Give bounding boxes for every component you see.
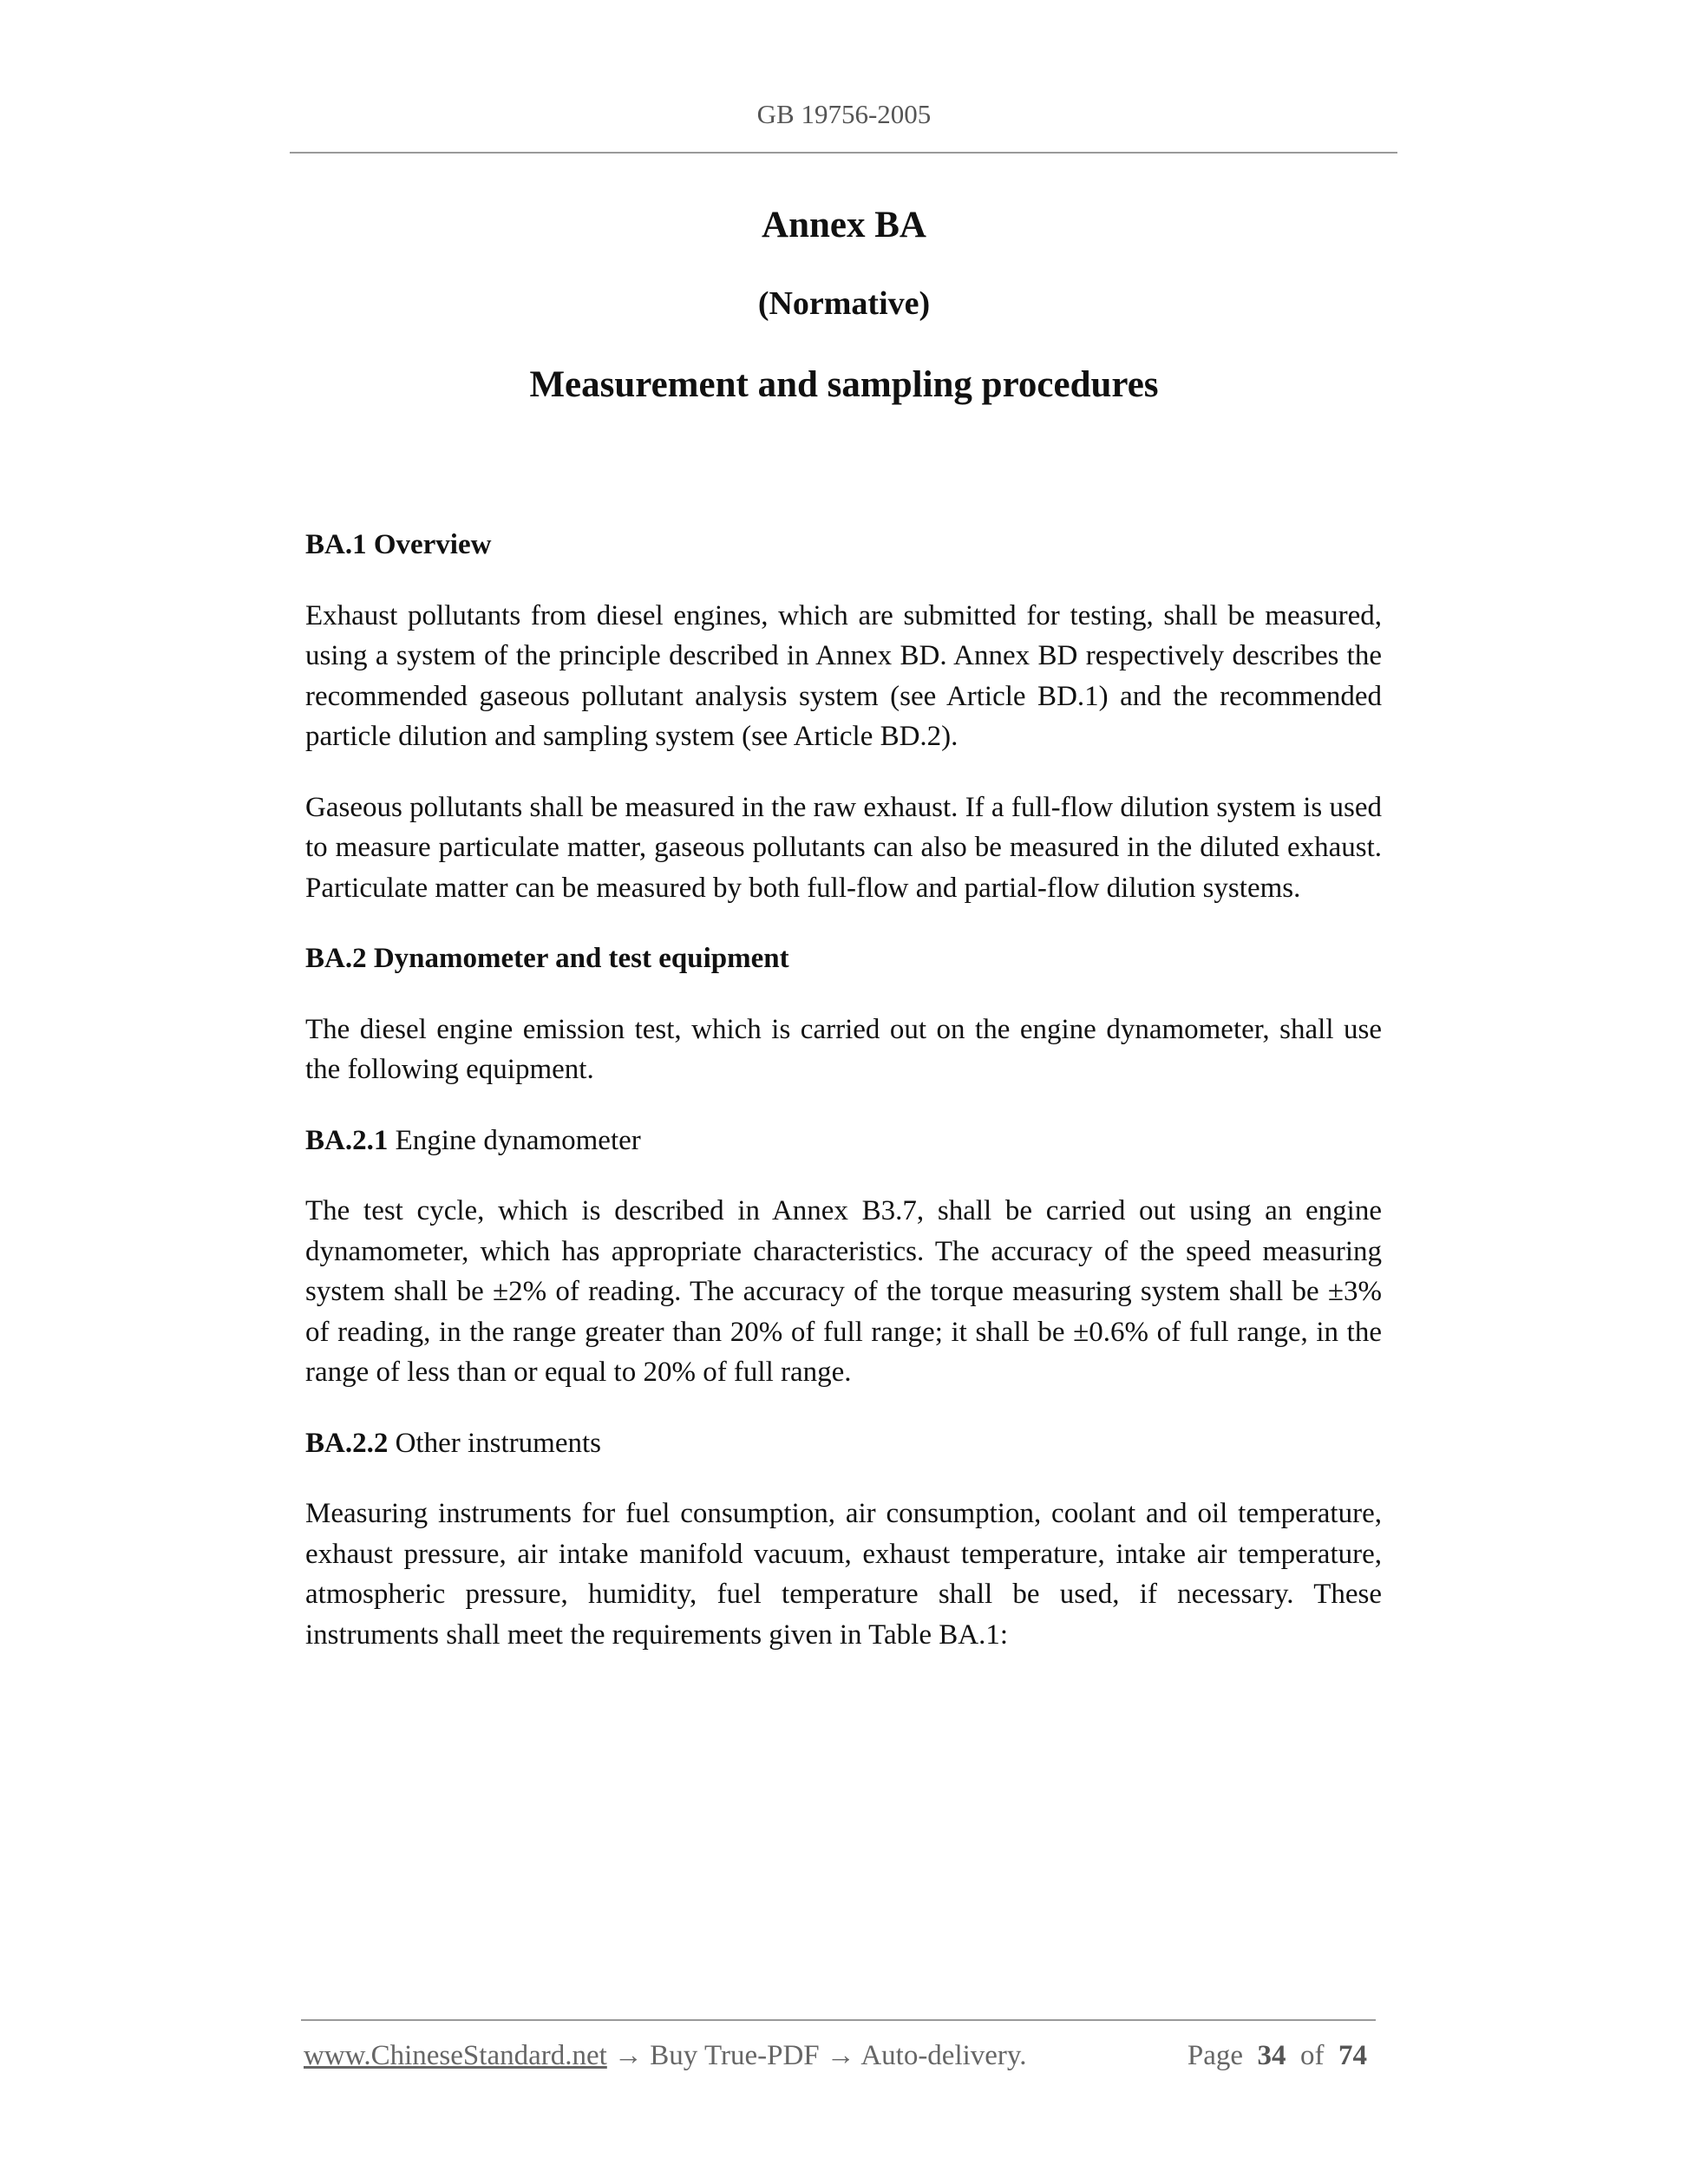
website-link[interactable]: www.ChineseStandard.net (304, 2040, 607, 2071)
delivery-text: Auto-delivery. (860, 2040, 1027, 2071)
paragraph-ba22-1: Measuring instruments for fuel consumption, air consumption, coolant and oil temperature, exhaust pressure, air intake manifold vacuum, exhaust temperature, intake air temperature, atmospheric pressure, humidity, fuel temperature shall be used, if necessary. These instruments shall meet the requirements given in Table BA.1: (305, 1498, 1382, 1651)
document-body (305, 525, 1382, 1655)
paragraph-ba21-1: The test cycle, which is described in Annex B3.7, shall be carried out using an engine dynamometer, which has appropriate characteristics. The accuracy of the speed measuring system shall be ±2% of reading. The accuracy of the torque measuring system shall be ±3% of reading, in the range greater than 20% of full range; it shall be ±0.6% of full range, in the range of less than or equal to 20% of full range. (305, 1195, 1382, 1388)
page-number (1187, 2038, 1367, 2073)
annex-type: (Normative) (757, 285, 931, 322)
section-heading-ba1: BA.1 Overview (305, 529, 492, 560)
page-of: of (1300, 2040, 1325, 2071)
paragraph-ba1-1: Exhaust pollutants from diesel engines, which are submitted for testing, shall be measured, using a system of the principle described in Annex BD. Annex BD respectively describes the recommended gaseous pollutant analysis system (see Article BD.1) and the recommended particle dilution and sampling system (see Article BD.2). (305, 599, 1382, 752)
page-label: Page (1187, 2040, 1243, 2071)
subsection-title: Other instruments (395, 1427, 601, 1459)
page-footer (304, 2038, 1367, 2073)
subsection-number: BA.2.1 (305, 1124, 389, 1156)
arrow-right-icon: → (606, 2040, 651, 2071)
subsection-heading-ba21 (305, 1121, 1382, 1161)
buy-text: Buy True-PDF (650, 2040, 820, 2071)
running-header: GB 19756-2005 (756, 99, 932, 129)
arrow-right-icon: → (819, 2040, 861, 2071)
paragraph-ba1-2: Gaseous pollutants shall be measured in the raw exhaust. If a full-flow dilution system is used to measure particulate matter, gaseous pollutants can also be measured in the diluted exhaust. Particulate matter can be measured by both full-flow and partial-flow dilution systems. (305, 791, 1382, 904)
page-current: 34 (1257, 2040, 1286, 2071)
footer-divider (301, 2019, 1376, 2021)
annex-title: Annex BA (762, 205, 926, 245)
section-heading-ba2: BA.2 Dynamometer and test equipment (305, 943, 789, 974)
subsection-number: BA.2.2 (305, 1427, 389, 1459)
header-divider (290, 152, 1397, 154)
subsection-title: Engine dynamometer (395, 1124, 641, 1156)
subsection-heading-ba22 (305, 1423, 1382, 1464)
page-total: 74 (1338, 2040, 1367, 2071)
paragraph-ba2-1: The diesel engine emission test, which is carried out on the engine dynamometer, shall use the following equipment. (305, 1013, 1382, 1085)
footer-promo (304, 2038, 1027, 2073)
annex-main-title: Measurement and sampling procedures (529, 364, 1159, 405)
